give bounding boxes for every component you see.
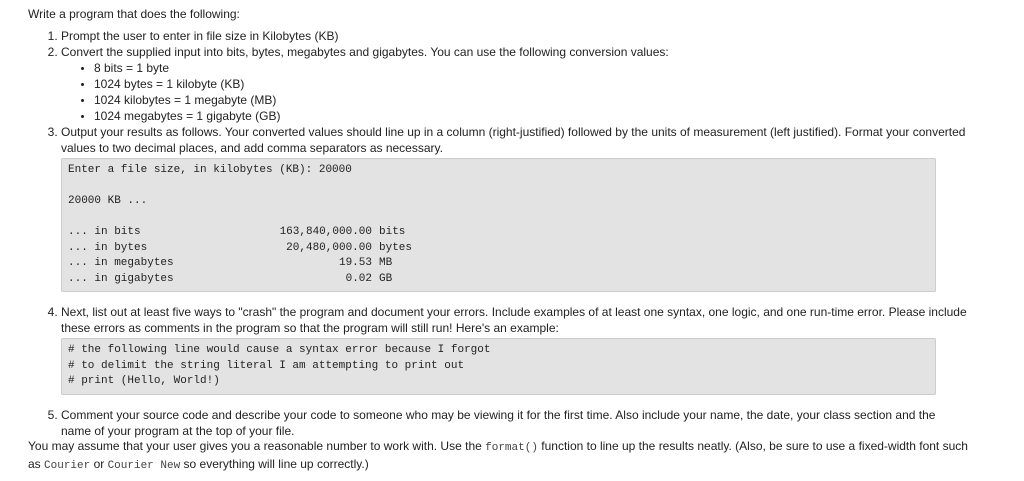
step-1-text: Prompt the user to enter in file size in Kilobytes (KB) <box>61 29 339 43</box>
step-4-text: Next, list out at least five ways to "crash" the program and document your errors. Include examples of at least one syntax, one logic, and one run-time error. Please include these errors as comments in the program so that the program will still run! Here's an example: <box>61 305 967 335</box>
step-4 <box>61 304 968 395</box>
step-2-text: Convert the supplied input into bits, bytes, megabytes and gigabytes. You can use the following conversion values: <box>61 45 669 59</box>
output-value: 20,480,000.00 <box>286 241 372 254</box>
output-unit: GB <box>379 272 393 285</box>
output-value: 19.53 <box>338 257 372 269</box>
error-example-codebox <box>61 338 936 395</box>
steps-list <box>28 28 968 439</box>
inline-code-format: format() <box>485 441 538 454</box>
outro-part-1: You may assume that your user gives you a reasonable number to work with. Use the <box>28 438 486 453</box>
output-label: ... in bytes <box>68 241 148 254</box>
code-comment-line: # the following line would cause a syntax error because I forgot <box>68 344 491 356</box>
output-label: ... in bits <box>68 226 141 238</box>
output-label: ... in gigabytes <box>68 272 174 285</box>
output-value: 163,840,000.00 <box>279 226 372 238</box>
conversion-item: 8 bits = 1 byte <box>94 60 968 76</box>
output-unit: MB <box>379 257 393 269</box>
conversion-item: 1024 kilobytes = 1 megabyte (MB) <box>94 92 968 108</box>
output-row <box>68 272 929 288</box>
step-3 <box>61 124 968 292</box>
output-unit: bytes <box>379 241 413 254</box>
step-3-text: Output your results as follows. Your converted values should line up in a column (right-justified) followed by the units of measurement (left justified). Format your converted values to two decimal places, and add comma separators as necessary. <box>61 125 966 155</box>
output-value: 0.02 <box>345 272 372 285</box>
output-row <box>68 256 929 272</box>
intro-text: Write a program that does the following: <box>28 7 240 21</box>
output-row <box>68 241 929 257</box>
inline-code-courier: Courier <box>44 459 91 472</box>
inline-code-courier-new: Courier New <box>107 459 181 472</box>
output-label: ... in megabytes <box>68 257 174 269</box>
code-comment-line: # to delimit the string literal I am attempting to print out <box>68 359 465 372</box>
conversion-list <box>61 60 968 124</box>
outro-part-2: function to line up the results neatly. (Also, be sure to use a fixed-width font such as <box>28 438 968 471</box>
output-unit: bits <box>379 226 406 238</box>
closing-paragraph <box>28 438 968 474</box>
step-2 <box>61 44 968 124</box>
prompt-line: Enter a file size, in kilobytes (KB): 20000 <box>68 164 352 176</box>
code-comment-line: # print (Hello, World!) <box>68 375 220 387</box>
conversion-item: 1024 bytes = 1 kilobyte (KB) <box>94 76 968 92</box>
sample-output-codebox <box>61 158 936 292</box>
conversion-item: 1024 megabytes = 1 gigabyte (GB) <box>94 108 968 124</box>
header-line: 20000 KB ... <box>68 195 148 207</box>
step-1 <box>61 28 968 44</box>
step-5-text: Comment your source code and describe your code to someone who may be viewing it for the first time. Also include your name, the date, your class section and the name of your program at the top of your file. <box>61 407 936 438</box>
outro-part-4: so everything will line up correctly.) <box>180 456 369 471</box>
outro-part-3: or <box>90 456 108 471</box>
output-row <box>68 225 929 241</box>
step-5 <box>61 407 968 439</box>
